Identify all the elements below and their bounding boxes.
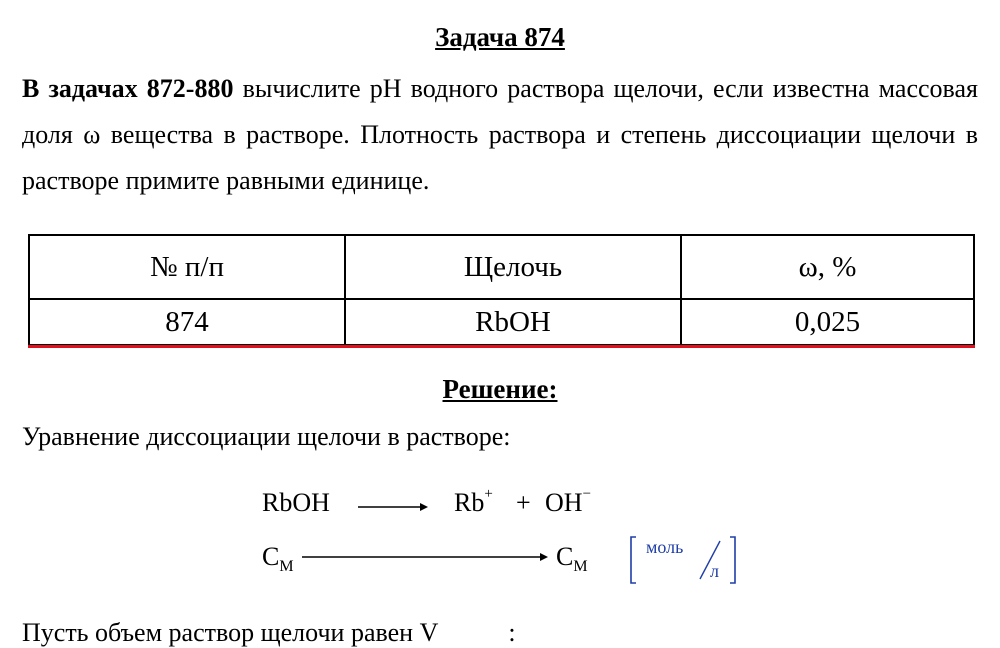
header-number: № п/п	[29, 235, 345, 299]
product-oh: OH−	[545, 486, 592, 517]
dissociation-label: Уравнение диссоциации щелочи в растворе:	[22, 422, 511, 451]
solution-heading: Решение:	[442, 374, 558, 404]
table-row	[29, 299, 974, 345]
header-alkali: Щелочь	[345, 235, 681, 299]
cell-number: 874	[29, 299, 345, 345]
cell-alkali: RbOH	[345, 299, 681, 345]
header-mass-fraction: ω, %	[681, 235, 974, 299]
unit-numerator: моль	[646, 537, 684, 557]
table-header-row	[29, 235, 974, 299]
problem-range: В задачах 872-880	[22, 74, 234, 103]
concentration-arrow	[302, 550, 548, 564]
problem-statement	[22, 66, 978, 204]
product-rb: Rb+	[454, 486, 493, 517]
data-table	[28, 234, 975, 346]
concentration-left: $C_М$	[262, 542, 294, 576]
reaction-arrow	[358, 500, 428, 514]
plus-sign: +	[516, 488, 531, 517]
task-title: Задача 874	[435, 22, 565, 52]
red-underline	[28, 345, 975, 348]
next-step-text: Пусть объем раствор щелочи равен V :	[22, 618, 516, 647]
cell-mass-fraction: 0,025	[681, 299, 974, 345]
reactant: RbOH	[262, 488, 330, 517]
unit-bracket	[628, 535, 738, 585]
concentration-right: $C_М$	[556, 542, 588, 576]
unit-denominator: л	[710, 561, 719, 581]
problem-text: вычислите pH водного раствора щелочи, если известна массовая доля ω вещества в растворе. Плотность раствора и степень диссоциации щелочи в растворе примите равными единице.	[22, 74, 978, 195]
